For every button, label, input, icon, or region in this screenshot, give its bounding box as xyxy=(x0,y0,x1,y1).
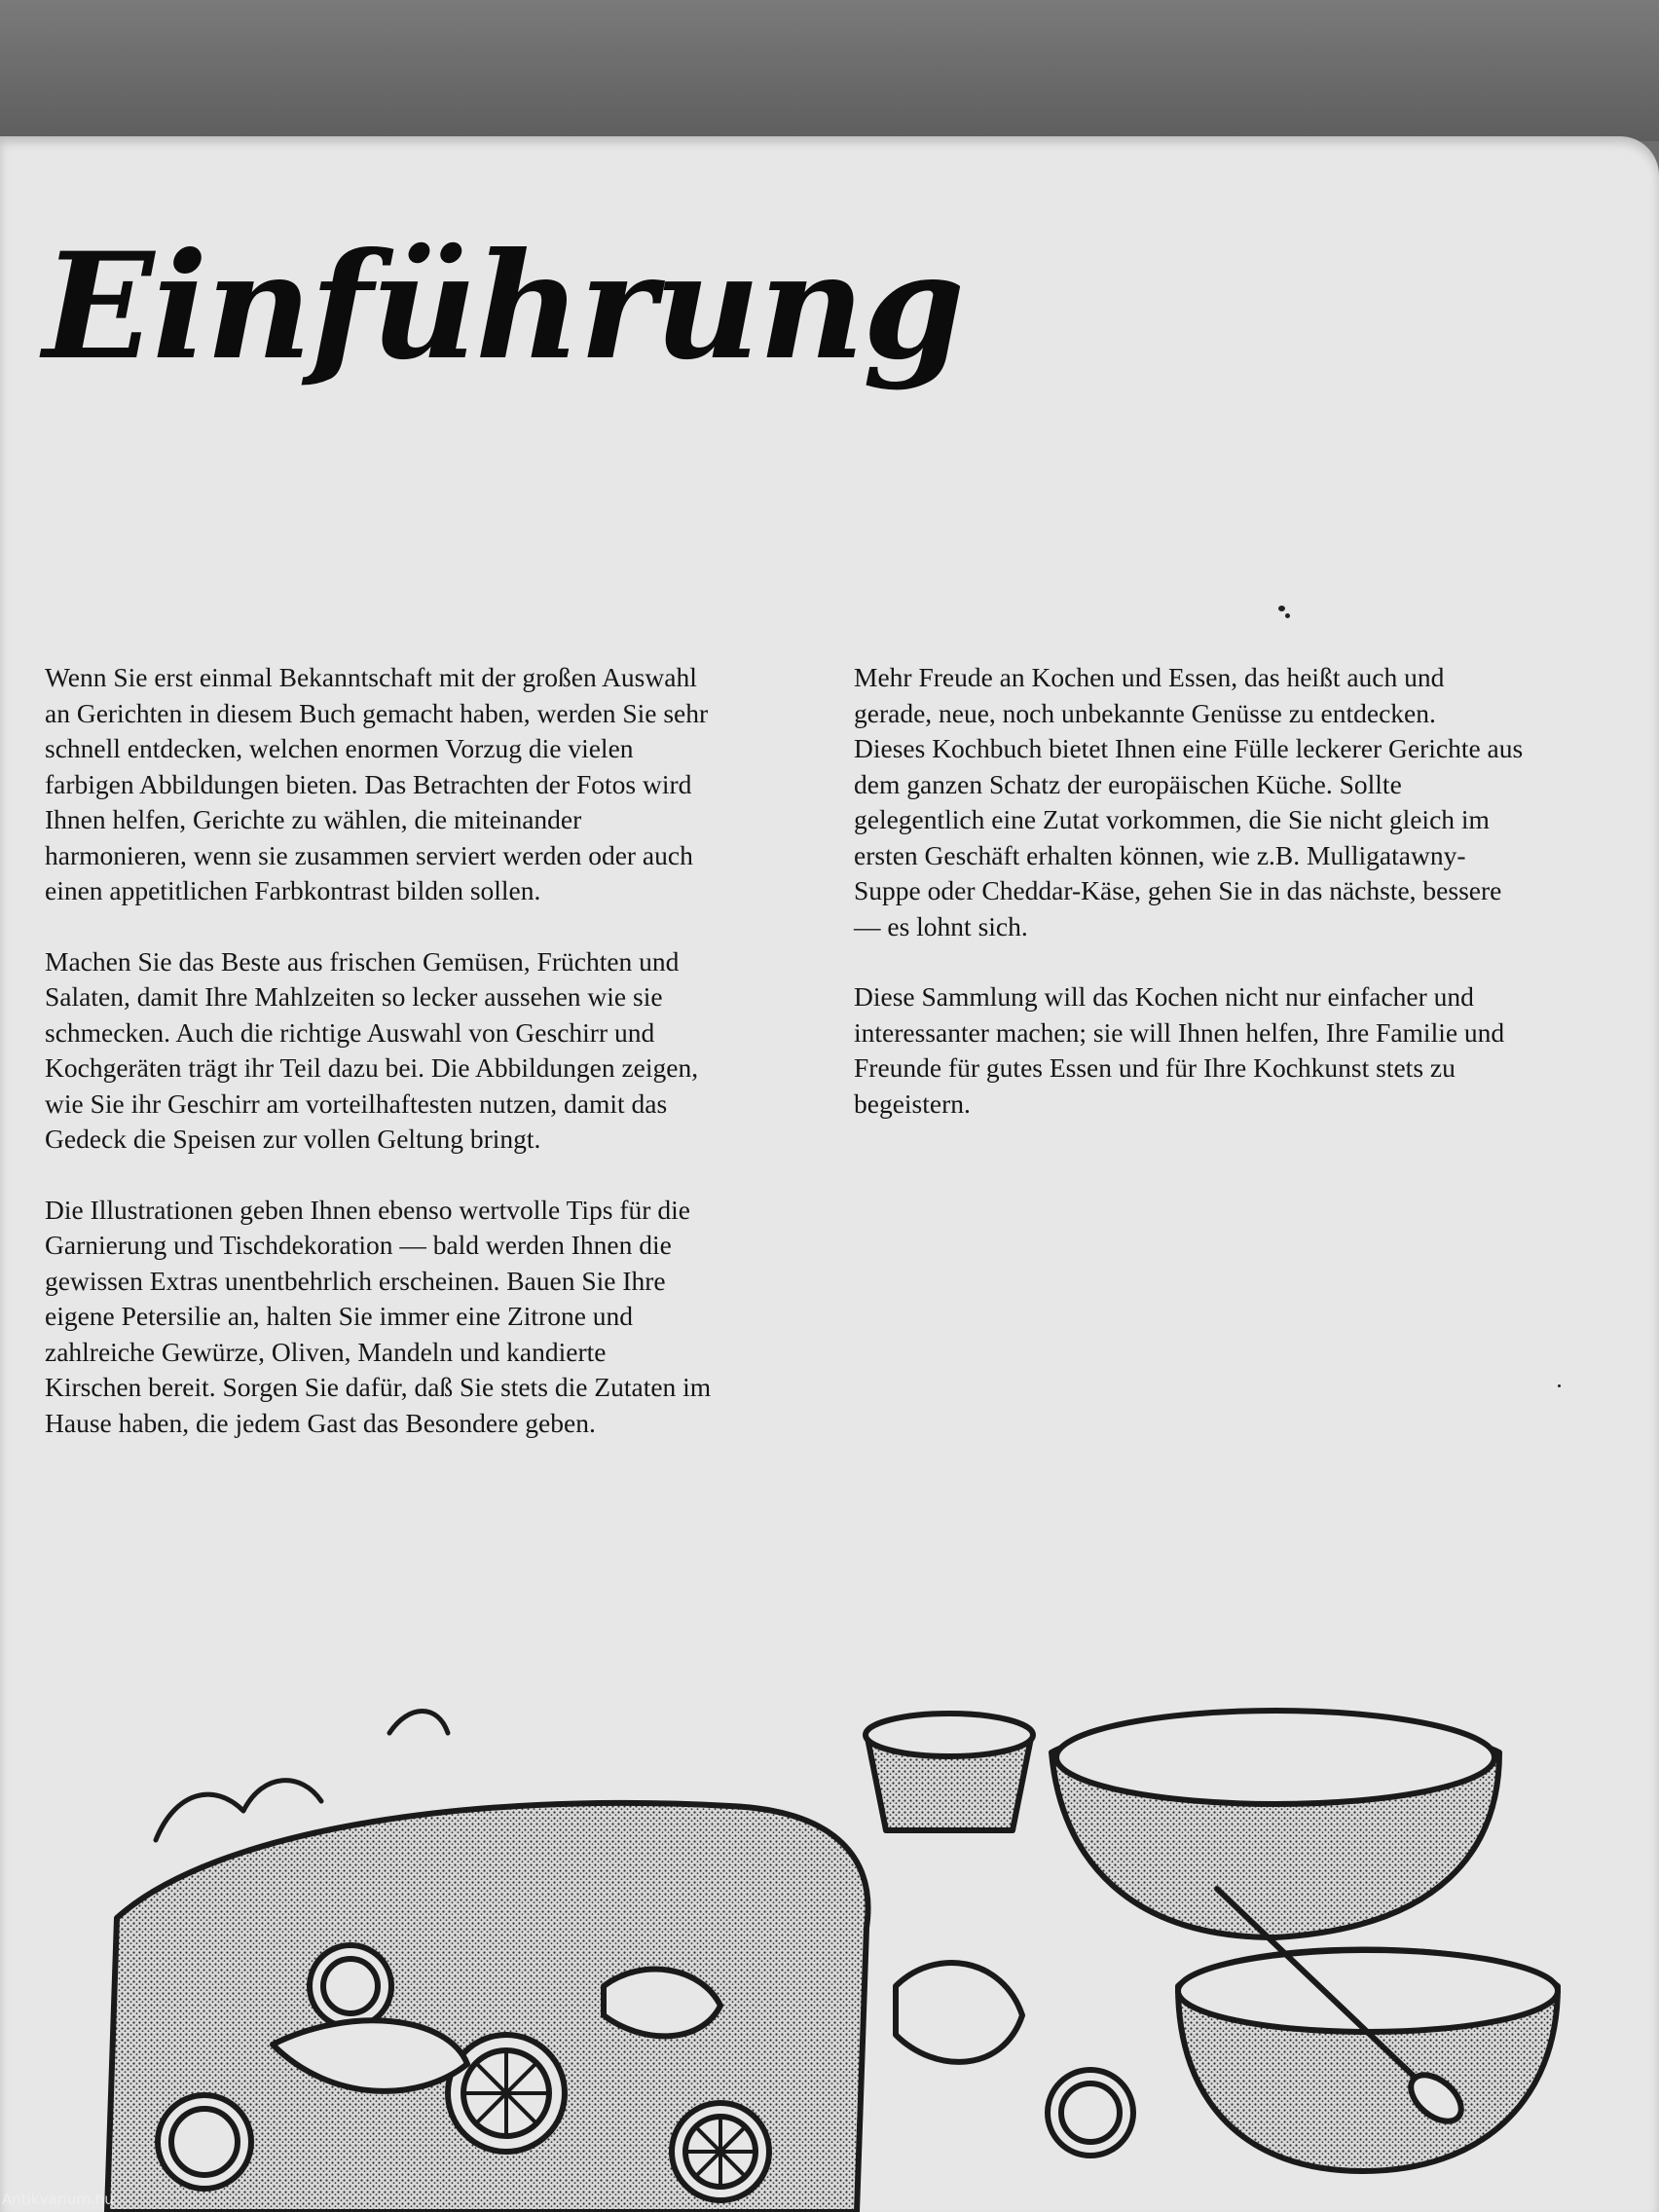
paragraph: Mehr Freude an Kochen und Essen, das heißt auch und gerade, neue, noch unbekannte Genüsse zu entdecken. Dieses Kochbuch bietet Ihnen eine Fülle leckerer Gerichte aus dem ganzen Schatz der europäischen Küche. Sollte gelegentlich eine Zutat vorkommen, die Sie nicht gleich im ersten Geschäft erhalten können, wie z.B. Mulligatawny- Suppe oder Cheddar-Käse, gehen Sie in das nächste, bessere — es lohnt sich. xyxy=(854,662,1524,941)
page-title: Einführung xyxy=(43,221,964,392)
left-text-column xyxy=(45,660,824,1476)
watermark-text: Antikvarium.hu xyxy=(2,2191,114,2208)
paragraph: Die Illustrationen geben Ihnen ebenso wertvolle Tips für die Garnierung und Tischdekoration — bald werden Ihnen die gewissen Extras unentbehrlich erscheinen. Bauen Sie Ihre eigene Petersilie an, halten Sie immer eine Zitrone und zahlreiche Gewürze, Oliven, Mandeln und kandierte Kirschen bereit. Sorgen Sie dafür, daß Sie stets die Zutaten im Hause haben, die jedem Gast das Besondere geben. xyxy=(45,1194,712,1438)
melon-shape xyxy=(896,1963,1022,2062)
cup-rim xyxy=(866,1714,1033,1756)
lemon-segments xyxy=(685,2117,756,2187)
food-still-life-illustration xyxy=(97,1694,1597,2212)
large-bowl-rim xyxy=(1056,1711,1494,1804)
paragraph: Machen Sie das Beste aus frischen Gemüsen, Früchten und Salaten, damit Ihre Mahlzeiten so lecker aussehen wie sie schmecken. Auch die richtige Auswahl von Geschirr und Kochgeräten trägt ihr Teil dazu bei. Die Abbildungen zeigen, wie Sie ihr Geschirr am vorteilhaftesten nutzen, damit das Gedeck die Speisen zur vollen Geltung bringt. xyxy=(45,945,699,1154)
paragraph: Wenn Sie erst einmal Bekanntschaft mit der großen Auswahl an Gerichten in diesem Buch gemacht haben, werden Sie sehr schnell entdecken, welchen enormen Vorzug die vielen farbigen Abbildungen bieten. Das Betrachten der Fotos wird Ihnen helfen, Gerichte zu wählen, die miteinander harmonieren, wenn sie zusammen serviert werden oder auch einen appetitlichen Farbkontrast bilden sollen. xyxy=(45,662,709,905)
lemon-segments xyxy=(463,2050,549,2136)
right-text-column xyxy=(854,660,1633,1157)
small-bowl-rim xyxy=(1178,1950,1558,2032)
book-page xyxy=(0,136,1659,2212)
paragraph: Diese Sammlung will das Kochen nicht nur einfacher und interessanter machen; sie will Ihnen helfen, Ihre Familie und Freunde für gutes Essen und für Ihre Kochkunst stets zu begeistern. xyxy=(854,981,1505,1119)
ink-speck xyxy=(1558,1384,1561,1387)
ink-speck xyxy=(1285,613,1290,618)
ink-speck xyxy=(1278,606,1285,611)
scan-backdrop xyxy=(0,0,1659,141)
